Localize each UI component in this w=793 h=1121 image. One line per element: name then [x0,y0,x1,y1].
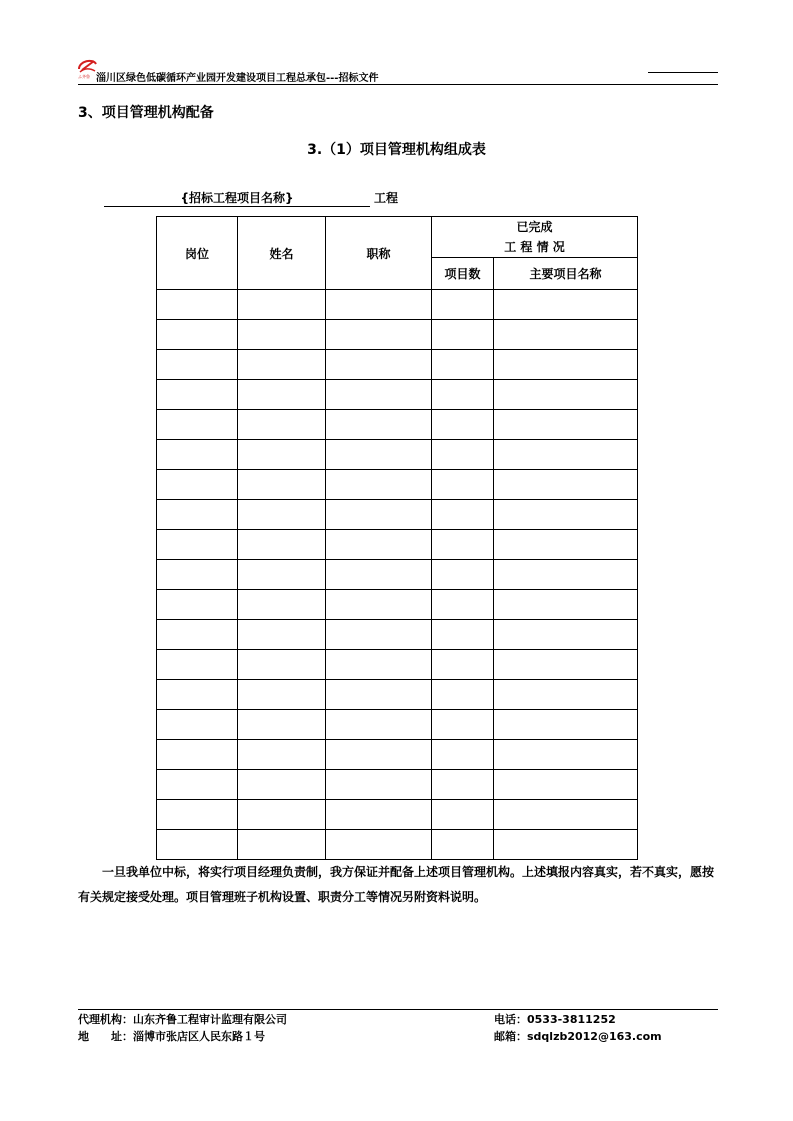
table-cell[interactable] [432,740,494,770]
table-cell[interactable] [238,410,326,440]
table-cell[interactable] [326,590,432,620]
table-row [157,620,638,650]
table-cell[interactable] [432,440,494,470]
table-cell[interactable] [494,470,638,500]
table-cell[interactable] [157,680,238,710]
table-cell[interactable] [326,440,432,470]
table-cell[interactable] [157,620,238,650]
agency-label: 代理机构： [78,1013,133,1026]
table-cell[interactable] [494,440,638,470]
table-cell[interactable] [432,380,494,410]
table-cell[interactable] [432,590,494,620]
table-row [157,590,638,620]
commitment-paragraph [78,860,718,910]
table-cell[interactable] [157,740,238,770]
table-cell[interactable] [494,350,638,380]
table-cell[interactable] [432,680,494,710]
footer-address [78,1028,265,1044]
table-title: 3.（1）项目管理机构组成表 [307,142,486,158]
agency-value: 山东齐鲁工程审计监理有限公司 [133,1013,287,1026]
table-cell[interactable] [238,770,326,800]
table-row [157,770,638,800]
table-cell[interactable] [494,560,638,590]
table-cell[interactable] [494,680,638,710]
table-cell[interactable] [157,290,238,320]
management-team-table [156,216,638,860]
table-cell[interactable] [494,770,638,800]
table-cell[interactable] [432,770,494,800]
header-main-projects: 主要项目名称 [494,258,638,290]
table-cell[interactable] [157,500,238,530]
table-cell[interactable] [326,680,432,710]
table-cell[interactable] [326,470,432,500]
table-body [157,290,638,860]
table-cell[interactable] [238,710,326,740]
address-value: 淄博市张店区人民东路１号 [133,1030,265,1043]
table-cell[interactable] [432,650,494,680]
phone-label: 电话： [494,1013,527,1026]
table-cell[interactable] [238,380,326,410]
table-cell[interactable] [326,350,432,380]
table-cell[interactable] [432,320,494,350]
table-row [157,380,638,410]
table-cell[interactable] [238,740,326,770]
header-divider [78,84,718,85]
table-cell[interactable] [432,470,494,500]
table-row [157,290,638,320]
table-cell[interactable] [238,560,326,590]
table-cell[interactable] [432,800,494,830]
table-cell[interactable] [494,590,638,620]
table-cell[interactable] [326,830,432,860]
table-cell[interactable] [157,560,238,590]
project-suffix: 工程 [374,191,399,205]
section-title: 3、项目管理机构配备 [78,105,214,121]
table-cell[interactable] [238,830,326,860]
phone-value: 0533-3811252 [527,1013,616,1026]
table-cell[interactable] [238,650,326,680]
table-cell[interactable] [157,710,238,740]
header-divider-top [648,72,718,73]
header-position: 岗位 [157,217,238,290]
table-cell[interactable] [326,800,432,830]
table-cell[interactable] [157,650,238,680]
svg-text:ふ齐鲁: ふ齐鲁 [78,74,90,79]
commitment-text: 一旦我单位中标，将实行项目经理负责制，我方保证并配备上述项目管理机构。上述填报内容真实，若不真实，愿按有关规定接受处理。项目管理班子机构设置、职责分工等情况另附资料说明。 [78,865,715,904]
header-completed-projects [432,217,638,258]
table-row [157,710,638,740]
header-completed-line1: 已完成 [516,220,553,234]
table-cell[interactable] [494,290,638,320]
table-cell[interactable] [326,770,432,800]
table-row [157,410,638,440]
header-title: 职称 [326,217,432,290]
table-row [157,530,638,560]
table-cell[interactable] [432,350,494,380]
table-cell[interactable] [494,530,638,560]
table-cell[interactable] [494,800,638,830]
table-cell[interactable] [238,620,326,650]
email-value: sdqlzb2012@163.com [527,1030,662,1043]
table-cell[interactable] [157,320,238,350]
header-project-count: 项目数 [432,258,494,290]
table-cell[interactable] [157,770,238,800]
table-cell[interactable] [326,530,432,560]
table-cell[interactable] [326,380,432,410]
project-name-field[interactable] [104,189,370,207]
table-row [157,470,638,500]
table-row [157,680,638,710]
table-row [157,800,638,830]
table-cell[interactable] [432,560,494,590]
table-cell[interactable] [238,320,326,350]
email-label: 邮箱： [494,1030,527,1043]
table-row [157,440,638,470]
table-cell[interactable] [494,500,638,530]
footer-email [494,1028,662,1044]
table-cell[interactable] [238,350,326,380]
table-row [157,500,638,530]
table-cell[interactable] [326,740,432,770]
table-cell[interactable] [238,800,326,830]
table-cell[interactable] [157,440,238,470]
table-cell[interactable] [238,530,326,560]
footer-divider [78,1009,718,1010]
project-name-placeholder: {招标工程项目名称} [180,191,294,205]
table-cell[interactable] [432,410,494,440]
table-cell[interactable] [238,290,326,320]
table-cell[interactable] [494,830,638,860]
table-cell[interactable] [157,800,238,830]
table-row [157,830,638,860]
table-row [157,320,638,350]
table-row [157,560,638,590]
table-cell[interactable] [494,740,638,770]
header-title: 淄川区绿色低碳循环产业园开发建设项目工程总承包---招标文件 [96,73,379,84]
table-cell[interactable] [494,650,638,680]
header-completed-line2: 工 程 情 况 [504,240,565,254]
table-cell[interactable] [326,410,432,440]
address-label: 地 址： [78,1030,133,1043]
table-cell[interactable] [432,830,494,860]
table-cell[interactable] [326,560,432,590]
table-cell[interactable] [238,470,326,500]
table-cell[interactable] [326,500,432,530]
table-cell[interactable] [326,710,432,740]
table-cell[interactable] [326,650,432,680]
table-cell[interactable] [494,620,638,650]
company-logo-icon [76,55,98,79]
table-cell[interactable] [432,290,494,320]
footer-agency [78,1011,287,1027]
footer-phone [494,1011,616,1027]
table-cell[interactable] [326,620,432,650]
table-cell[interactable] [432,710,494,740]
table-cell[interactable] [157,530,238,560]
table-cell[interactable] [157,380,238,410]
table-cell[interactable] [494,410,638,440]
table-cell[interactable] [494,380,638,410]
table-cell[interactable] [238,680,326,710]
table-cell[interactable] [157,830,238,860]
table-cell[interactable] [238,440,326,470]
table-cell[interactable] [432,530,494,560]
project-name-line [104,189,398,207]
table-cell[interactable] [326,320,432,350]
table-cell[interactable] [432,620,494,650]
table-cell[interactable] [494,320,638,350]
header-name: 姓名 [238,217,326,290]
table-cell[interactable] [494,710,638,740]
table-cell[interactable] [326,290,432,320]
table-cell[interactable] [157,410,238,440]
table-row [157,350,638,380]
table-cell[interactable] [157,470,238,500]
table-cell[interactable] [238,500,326,530]
table-cell[interactable] [238,590,326,620]
table-row [157,740,638,770]
table-cell[interactable] [157,350,238,380]
table-cell[interactable] [157,590,238,620]
table-cell[interactable] [432,500,494,530]
table-row [157,650,638,680]
